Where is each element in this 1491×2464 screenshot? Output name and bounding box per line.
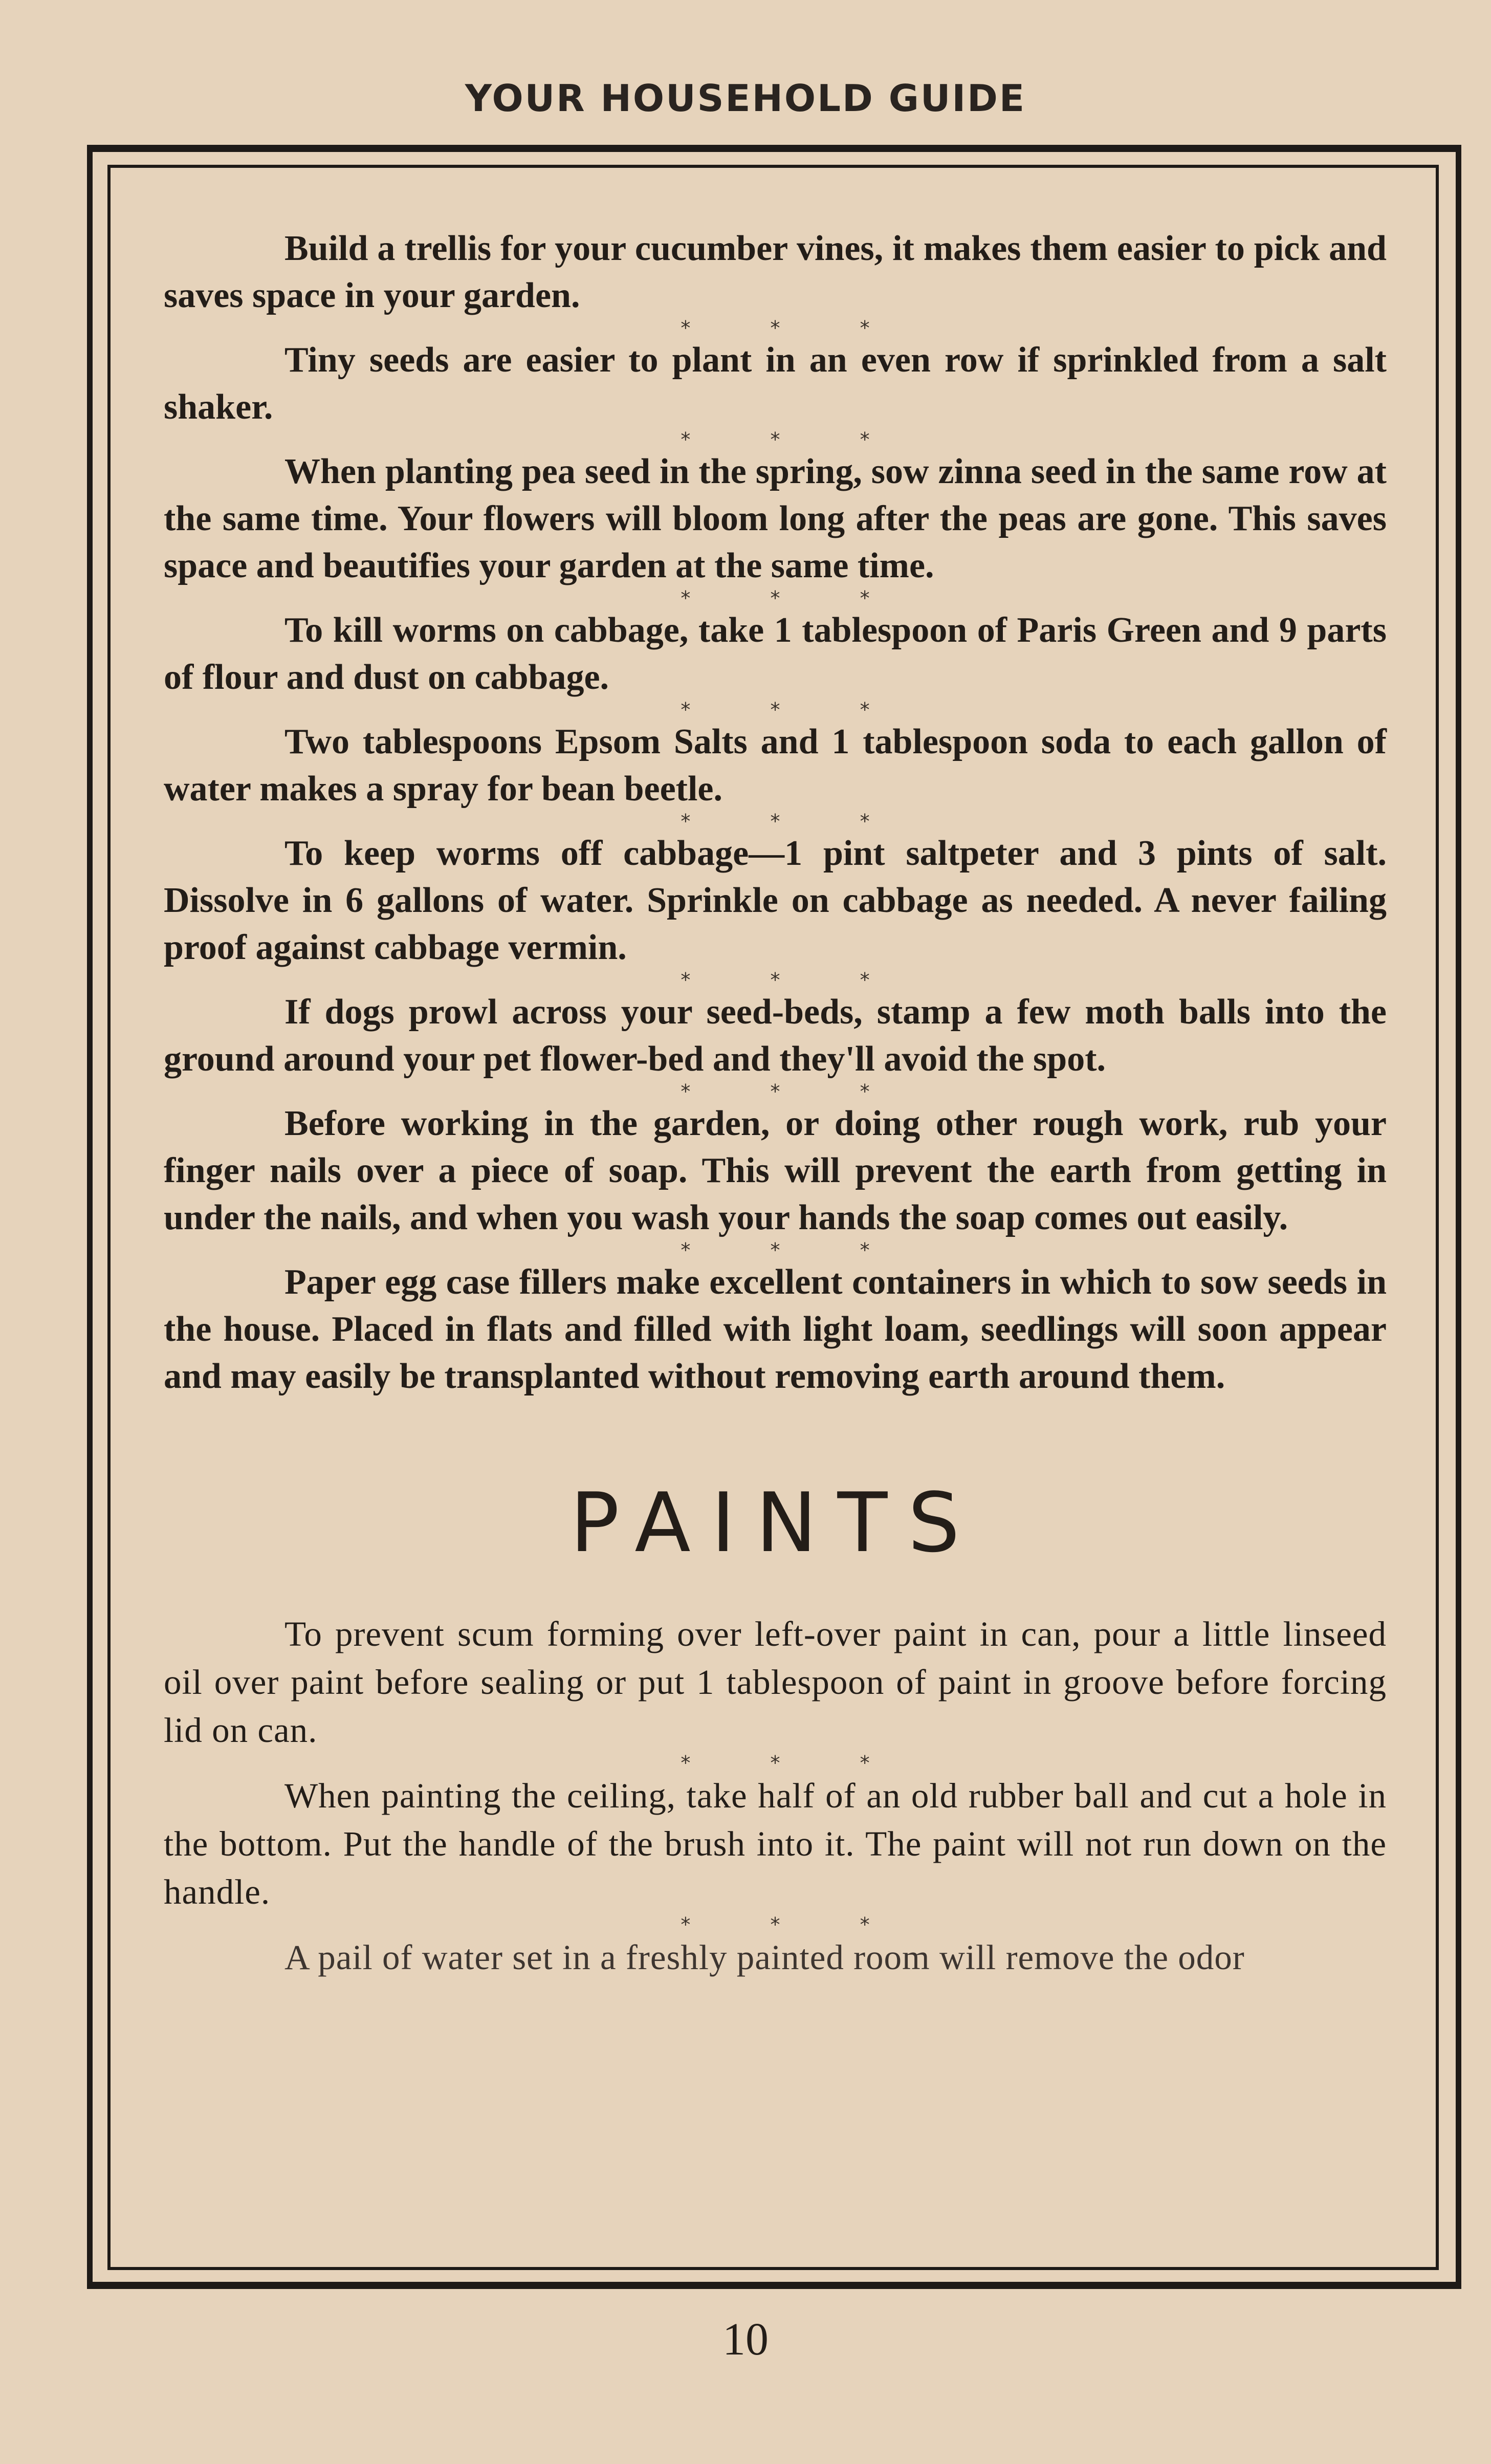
separator-asterisks: * * *: [681, 587, 907, 609]
garden-tip: If dogs prowl across your seed-beds, stamp a few moth balls into the ground around your pet flower-bed and they'll avoid the spot.: [164, 992, 1387, 1079]
garden-tip: To kill worms on cabbage, take 1 tablespoon of Paris Green and 9 parts of flour and dust on cabbage.: [164, 610, 1387, 697]
page-content: [164, 225, 1387, 1981]
paints-tips-section: [164, 1610, 1387, 1981]
separator-asterisks: * * *: [681, 1239, 907, 1261]
separator-asterisks: * * *: [681, 428, 907, 451]
garden-tip: To keep worms off cabbage—1 pint saltpeter and 3 pints of salt. Dissolve in 6 gallons of water. Sprinkle on cabbage as needed. A never failing proof against cabbage vermin.: [164, 834, 1387, 967]
running-header: YOUR HOUSEHOLD GUIDE: [465, 77, 1026, 120]
section-title-paints: PAINTS: [570, 1475, 980, 1571]
separator-asterisks: * * *: [681, 699, 907, 721]
separator-asterisks: * * *: [681, 1913, 907, 1936]
garden-tip: Two tablespoons Epsom Salts and 1 tablespoon soda to each gallon of water makes a spray for bean beetle.: [164, 722, 1387, 809]
garden-tips-section: [164, 225, 1387, 1400]
page-number: 10: [722, 2314, 769, 2365]
paint-tip: A pail of water set in a freshly painted room will remove the odor: [284, 1938, 1245, 1977]
paint-tip: When painting the ceiling, take half of an old rubber ball and cut a hole in the bottom. Put the handle of the brush into it. The paint will not run down on the handle.: [164, 1776, 1387, 1911]
garden-tip: When planting pea seed in the spring, sow zinna seed in the same row at the same time. Your flowers will bloom long after the peas are gone. This saves space and beautifies your garden at the same time.: [164, 452, 1387, 585]
separator-asterisks: * * *: [681, 1752, 907, 1774]
paint-tip: To prevent scum forming over left-over paint in can, pour a little linseed oil over paint before sealing or put 1 tablespoon of paint in groove before forcing lid on can.: [164, 1615, 1387, 1750]
separator-asterisks: * * *: [681, 969, 907, 991]
separator-asterisks: * * *: [681, 810, 907, 833]
garden-tip: Tiny seeds are easier to plant in an even row if sprinkled from a salt shaker.: [164, 340, 1387, 427]
separator-asterisks: * * *: [681, 317, 907, 339]
garden-tip: Before working in the garden, or doing other rough work, rub your finger nails over a piece of soap. This will prevent the earth from getting in under the nails, and when you wash your hands the soap comes out easily.: [164, 1104, 1387, 1237]
garden-tip: Paper egg case fillers make excellent containers in which to sow seeds in the house. Placed in flats and filled with light loam, seedlings will soon appear and may easily be transplanted without removing earth around them.: [164, 1262, 1387, 1396]
garden-tip: Build a trellis for your cucumber vines, it makes them easier to pick and saves space in your garden.: [164, 229, 1387, 315]
separator-asterisks: * * *: [681, 1080, 907, 1103]
